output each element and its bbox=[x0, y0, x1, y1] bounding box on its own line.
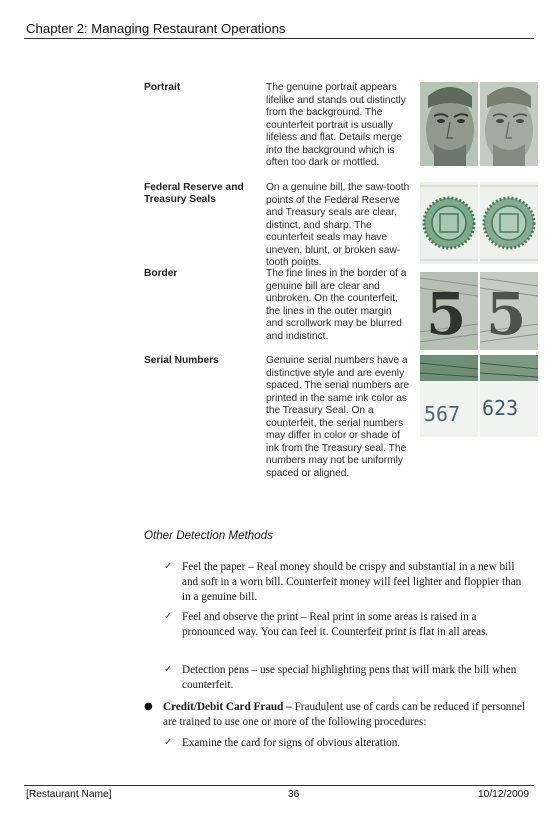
checklist-item: Detection pens – use special highlighting pens that will mark the bill when counterfeit. bbox=[182, 664, 517, 692]
checklist-item: Feel the paper – Real money should be crispy and substantial in a new bill and soft in a worn bill. Counterfeit money will feel lighter and floppier than in a genuine bill. bbox=[182, 561, 522, 604]
footer-rule bbox=[24, 785, 534, 786]
credit-card-fraud-paragraph bbox=[163, 700, 535, 730]
check-icon: ✓ bbox=[164, 737, 173, 748]
credit-card-fraud-text: Fraudulent use of cards can be reduced if personnel are trained to use one or more of the following procedures: bbox=[163, 701, 526, 729]
chapter-title: Chapter 2: Managing Restaurant Operations bbox=[26, 21, 286, 36]
bullet-icon: ● bbox=[144, 701, 153, 712]
feature-label-seals: Federal Reserve and Treasury Seals bbox=[144, 182, 244, 206]
border-comparison-image bbox=[420, 272, 538, 350]
sub-checklist-item: Examine the card for signs of obvious alteration. bbox=[182, 737, 401, 749]
footer-page-number: 36 bbox=[288, 789, 300, 800]
feature-desc-border: The fine lines in the border of a genuine bill are clear and unbroken. On the counterfeit, the lines in the outer margin and scrollwork may be blurred and indistinct. bbox=[266, 268, 407, 342]
checklist-item: Feel and observe the print – Real print in some areas is raised in a pronounced way. You can feel it. Counterfeit print is flat in all areas. bbox=[182, 611, 489, 639]
portrait-comparison-image bbox=[420, 82, 538, 166]
feature-label-border: Border bbox=[144, 268, 178, 279]
serial-digits-left: 567 bbox=[424, 402, 461, 426]
footer-date: 10/12/2009 bbox=[478, 789, 529, 800]
serial-digits-right: 623 bbox=[482, 396, 519, 420]
footer-restaurant-name: [Restaurant Name] bbox=[26, 789, 112, 800]
section-heading: Other Detection Methods bbox=[144, 529, 273, 542]
svg-text:5: 5 bbox=[486, 280, 527, 348]
serial-number-comparison-image bbox=[420, 355, 538, 437]
credit-card-fraud-heading: Credit/Debit Card Fraud – bbox=[163, 701, 292, 713]
check-icon: ✓ bbox=[164, 611, 173, 622]
check-icon: ✓ bbox=[164, 561, 173, 572]
feature-desc-portrait: The genuine portrait appears lifelike and stands out distinctly from the background. The counterfeit portrait is usually lifeless and flat. Details merge into the background which is often too dark or mottled. bbox=[266, 82, 406, 168]
feature-desc-serial: Genuine serial numbers have a distinctive style and are evenly spaced. The serial numbers are printed in the same ink color as the Treasury Seal. On a counterfeit, the serial numbers may differ in color or shade of ink from the Treasury seal. The numbers may not be uniformly spaced or aligned. bbox=[266, 355, 410, 479]
feature-label-serial: Serial Numbers bbox=[144, 355, 219, 366]
header-rule bbox=[24, 38, 534, 39]
feature-label-portrait: Portrait bbox=[144, 82, 181, 93]
feature-desc-seals: On a genuine bill, the saw-tooth points of the Federal Reserve and Treasury seals are clear, distinct, and sharp. The counterfeit seals may have uneven, blunt, or broken saw-tooth points. bbox=[266, 182, 410, 268]
check-icon: ✓ bbox=[164, 664, 173, 675]
svg-text:5: 5 bbox=[426, 280, 467, 348]
seal-comparison-image bbox=[420, 182, 538, 264]
